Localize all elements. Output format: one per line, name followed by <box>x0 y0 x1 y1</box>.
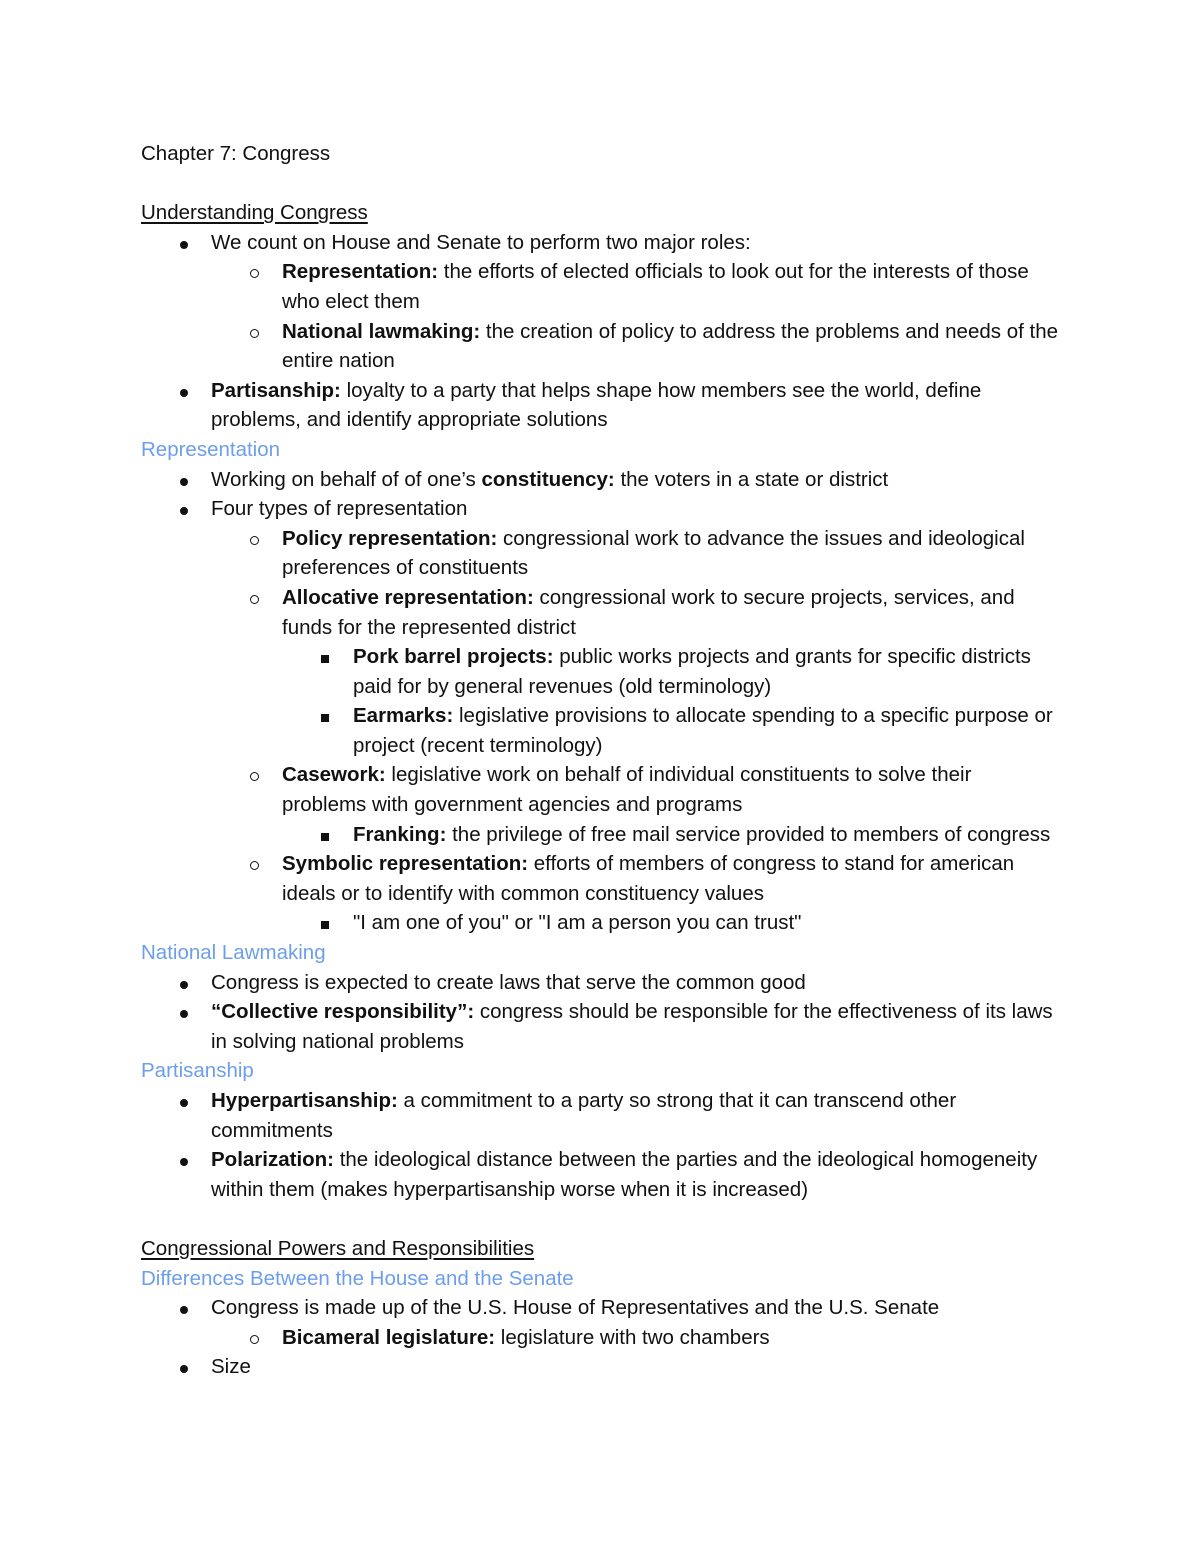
term: Pork barrel projects: <box>353 645 554 669</box>
item-text: Size <box>211 1355 251 1379</box>
list-item <box>0 1323 1200 1353</box>
definition: the ideological distance between the parties and the ideological homogeneity within them (makes hyperpartisanship worse when it is increased) <box>211 1148 1038 1201</box>
list-item <box>0 997 1200 1056</box>
square-bullet-icon <box>315 908 335 938</box>
definition: the voters in a state or district <box>614 467 889 491</box>
list-item <box>0 849 1200 908</box>
definition: congressional work to secure projects, services, and funds for the represented district <box>282 585 1015 639</box>
filled-bullet-icon <box>174 465 194 495</box>
list-item <box>0 228 1200 258</box>
filled-bullet-icon <box>174 494 194 524</box>
term: Franking: <box>353 822 447 846</box>
square-bullet-icon <box>315 701 335 731</box>
hollow-bullet-icon <box>244 524 264 554</box>
hollow-bullet-icon <box>244 257 264 287</box>
hollow-bullet-icon <box>244 1323 264 1353</box>
list-item <box>0 701 1200 760</box>
definition: congressional work to advance the issues and ideological preferences of constituents <box>282 526 1025 580</box>
item-text: Congress is made up of the U.S. House of Representatives and the U.S. Senate <box>211 1296 940 1320</box>
subheading-partisanship: Partisanship <box>141 1059 254 1083</box>
hollow-bullet-icon <box>244 849 264 879</box>
definition: a commitment to a party so strong that it can transcend other commitments <box>211 1089 957 1142</box>
list-item <box>0 1352 1200 1382</box>
definition: congress should be responsible for the effectiveness of its laws in solving national problems <box>211 1000 1053 1053</box>
section-heading-understanding-congress: Understanding Congress <box>141 201 368 225</box>
item-text: We count on House and Senate to perform two major roles: <box>211 230 751 254</box>
list-item <box>0 376 1200 435</box>
subheading-house-senate-differences: Differences Between the House and the Senate <box>141 1266 574 1290</box>
term: constituency: <box>481 467 615 491</box>
item-text: Four types of representation <box>211 497 468 521</box>
blank-line <box>0 1204 1200 1234</box>
definition: efforts of members of congress to stand for american ideals or to identify with common constituency values <box>282 852 1015 905</box>
term: Representation: <box>282 260 439 284</box>
definition: legislative work on behalf of individual constituents to solve their problems with government agencies and programs <box>282 763 972 817</box>
filled-bullet-icon <box>174 1352 194 1382</box>
list-item <box>0 465 1200 495</box>
term: Polarization: <box>211 1148 335 1172</box>
term: Symbolic representation: <box>282 852 529 876</box>
term: Bicameral legislature: <box>282 1325 496 1349</box>
square-bullet-icon <box>315 820 335 850</box>
list-item <box>0 820 1200 850</box>
term: Partisanship: <box>211 378 341 402</box>
term: Policy representation: <box>282 526 498 550</box>
definition: legislative provisions to allocate spending to a specific purpose or project (recent terminology) <box>353 704 1053 757</box>
filled-bullet-icon <box>174 1145 194 1175</box>
term: National lawmaking: <box>282 319 481 343</box>
definition: legislature with two chambers <box>495 1325 770 1349</box>
item-text: Congress is expected to create laws that serve the common good <box>211 970 806 994</box>
square-bullet-icon <box>315 642 335 672</box>
hollow-bullet-icon <box>244 583 264 613</box>
term: “Collective responsibility”: <box>211 1000 475 1024</box>
definition: the creation of policy to address the problems and needs of the entire nation <box>282 319 1058 373</box>
hollow-bullet-icon <box>244 760 264 790</box>
list-item <box>0 1086 1200 1145</box>
section-heading-congressional-powers: Congressional Powers and Responsibilities <box>141 1236 535 1260</box>
term: Casework: <box>282 763 386 787</box>
subheading-representation: Representation <box>141 437 281 461</box>
filled-bullet-icon <box>174 376 194 406</box>
filled-bullet-icon <box>174 968 194 998</box>
term: Allocative representation: <box>282 585 534 609</box>
document-title: Chapter 7: Congress <box>141 142 331 165</box>
list-item <box>0 1293 1200 1323</box>
definition: loyalty to a party that helps shape how members see the world, define problems, and identify appropriate solutions <box>211 378 982 432</box>
definition: the privilege of free mail service provided to members of congress <box>446 822 1051 846</box>
list-item <box>0 908 1200 938</box>
list-item <box>0 1145 1200 1204</box>
list-item <box>0 968 1200 998</box>
filled-bullet-icon <box>174 997 194 1027</box>
subheading-national-lawmaking: National Lawmaking <box>141 941 326 965</box>
item-text: "I am one of you" or "I am a person you can trust" <box>353 911 802 935</box>
definition: public works projects and grants for specific districts paid for by general revenues (old terminology) <box>353 645 1031 698</box>
list-item <box>0 494 1200 524</box>
term: Earmarks: <box>353 704 454 728</box>
list-item <box>0 257 1200 316</box>
filled-bullet-icon <box>174 1086 194 1116</box>
filled-bullet-icon <box>174 228 194 258</box>
definition: the efforts of elected officials to look out for the interests of those who elect them <box>282 260 1029 313</box>
hollow-bullet-icon <box>244 317 264 347</box>
list-item <box>0 642 1200 701</box>
list-item <box>0 317 1200 376</box>
list-item <box>0 524 1200 583</box>
list-item <box>0 760 1200 819</box>
blank-line <box>0 169 1200 199</box>
item-text: Working on behalf of of one’s <box>211 467 482 491</box>
list-item <box>0 583 1200 642</box>
term: Hyperpartisanship: <box>211 1089 398 1112</box>
filled-bullet-icon <box>174 1293 194 1323</box>
